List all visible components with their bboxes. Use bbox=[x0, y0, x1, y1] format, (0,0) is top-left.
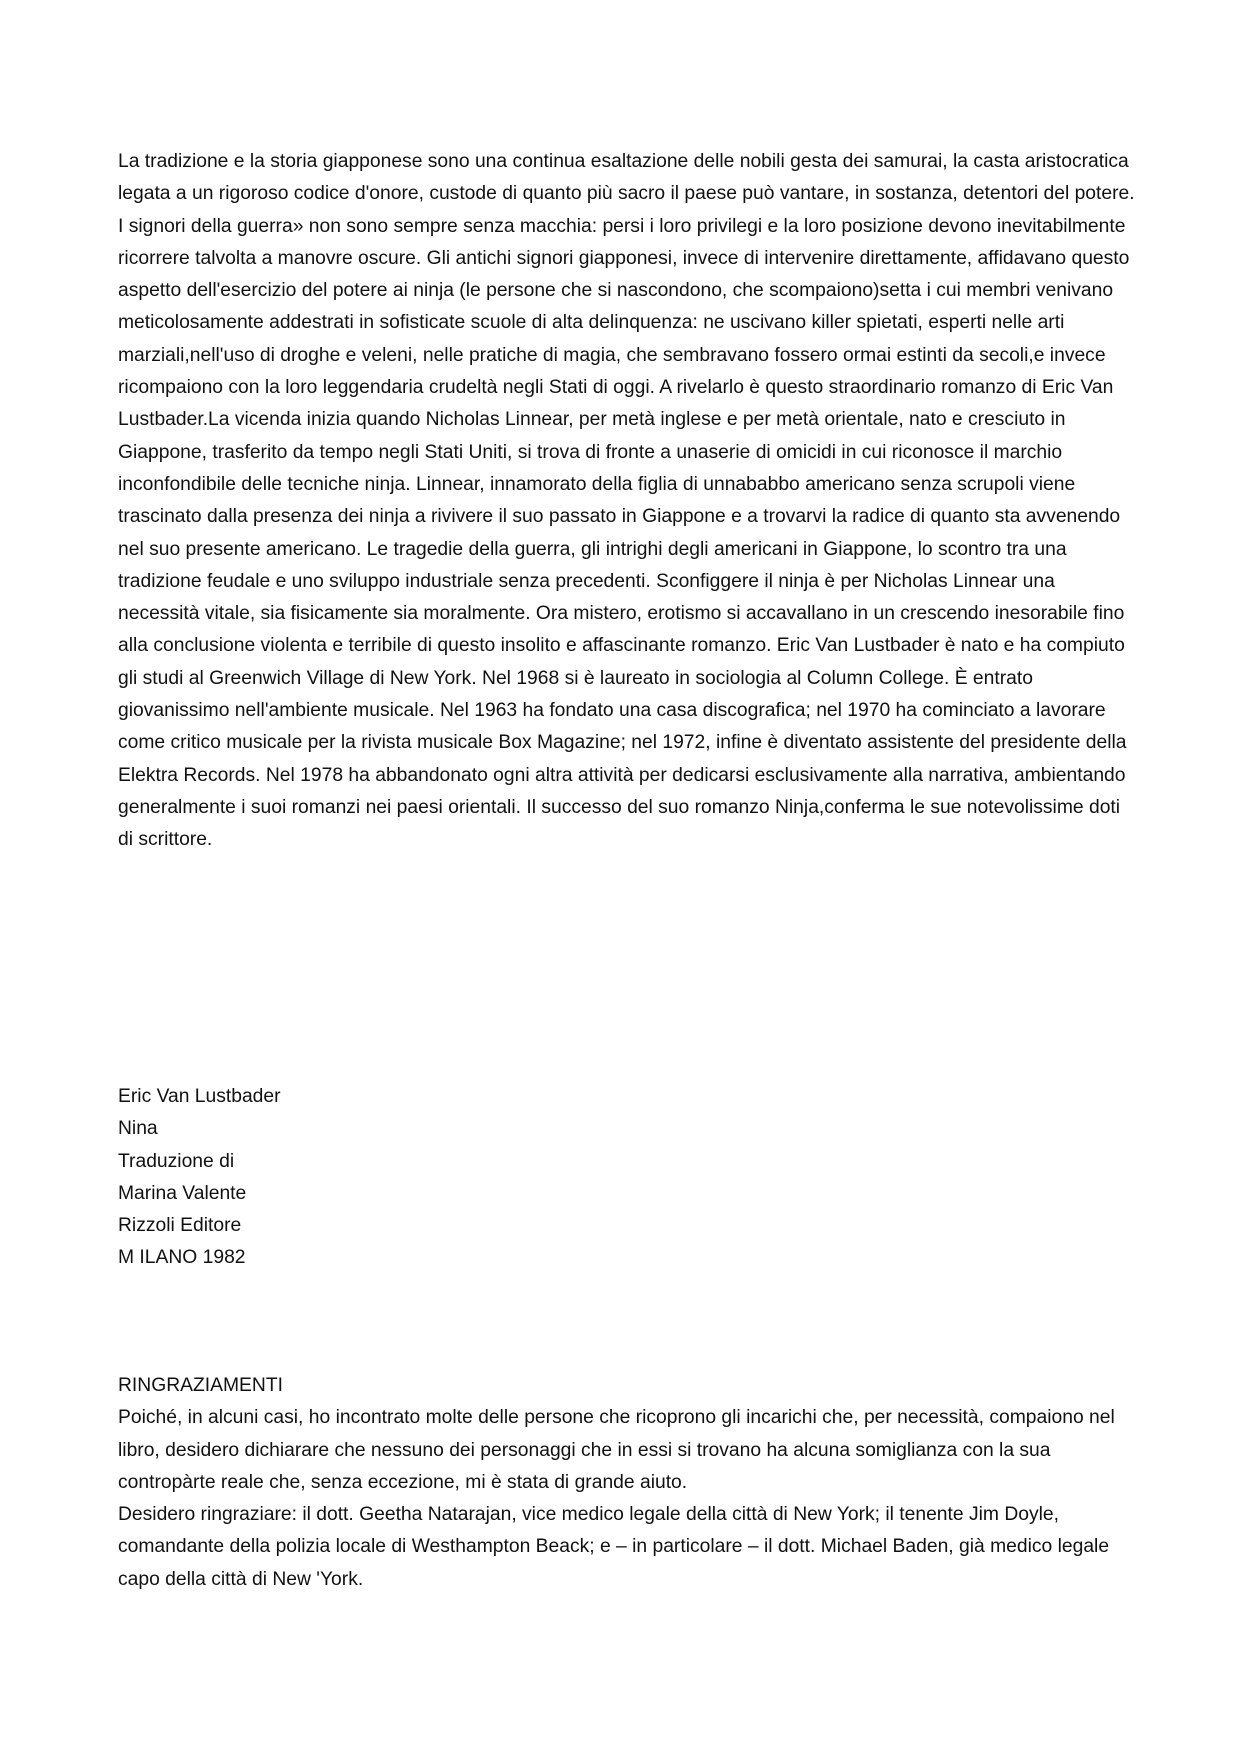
publication-place-year: M ILANO 1982 bbox=[118, 1247, 246, 1269]
book-credits bbox=[118, 1081, 281, 1275]
document-page bbox=[118, 146, 1138, 1590]
book-blurb-paragraph: La tradizione e la storia giapponese sono una continua esaltazione delle nobili gesta dei samurai, la casta aristocratica legata a un rigoroso codice d'onore, custode di quanto più sacro il paese può vantare, in sostanza, detentori del potere. I signori della guerra» non sono sempre senza macchia: persi i loro privilegi e la loro posizione devono inevitabilmente ricorrere talvolta a manovre oscure. Gli antichi signori giapponesi, invece di intervenire direttamente, affidavano questo aspetto dell'esercizio del potere ai ninja (le persone che si nascondono, che scompaiono)setta i cui membri venivano meticolosamente addestrati in sofisticate scuole di alta delinquenza: ne uscivano killer spietati, esperti nelle arti marziali,nell'uso di droghe e veleni, nelle pratiche di magia, che sembravano fossero ormai estinti da secoli,e invece ricompaiono con la loro leggendaria crudeltà negli Stati di oggi. A rivelarlo è questo straordinario romanzo di Eric Van Lustbader.La vicenda inizia quando Nicholas Linnear, per metà inglese e per metà orientale, nato e cresciuto in Giappone, trasferito da tempo negli Stati Uniti, si trova di fronte a unaserie di omicidi in cui riconosce il marchio inconfondibile delle tecniche ninja. Linnear, innamorato della figlia di unnababbo americano senza scrupoli viene trascinato dalla presenza dei ninja a rivivere il suo passato in Giappone e a trovarvi la radice di quanto sta avvenendo nel suo presente americano. Le tragedie della guerra, gli intrighi degli americani in Giappone, lo scontro tra una tradizione feudale e uno sviluppo industriale senza precedenti. Sconfiggere il ninja è per Nicholas Linnear una necessità vitale, sia fisicamente sia moralmente. Ora mistero, erotismo si accavallano in un crescendo inesorabile fino alla conclusione violenta e terribile di questo insolito e affascinante romanzo. Eric Van Lustbader è nato e ha compiuto gli studi al Greenwich Village di New York. Nel 1968 si è laureato in sociologia al Column College. È entrato giovanissimo nell'ambiente musicale. Nel 1963 ha fondato una casa discografica; nel 1970 ha cominciato a lavorare come critico musicale per la rivista musicale Box Magazine; nel 1972, infine è diventato assistente del presidente della Elektra Records. Nel 1978 ha abbandonato ogni altra attività per dedicarsi esclusivamente alla narrativa, ambientando generalmente i suoi romanzi nei paesi orientali. Il successo del suo romanzo Ninja,conferma le sue notevolissime doti di scrittore. bbox=[118, 151, 1135, 851]
author-name: Eric Van Lustbader bbox=[118, 1086, 281, 1107]
book-title: Nina bbox=[118, 1118, 158, 1140]
translation-label: Traduzione di bbox=[118, 1150, 235, 1172]
acknowledgements-paragraph-1: Poiché, in alcuni casi, ho incontrato molte delle persone che ricoprono gli incarichi che, per necessità, compaiono nel libro, desidero dichiarare che nessuno dei personaggi che in essi si trovano ha alcuna somiglianza con la sua contropàrte reale che, senza eccezione, mi è stata di grande aiuto. bbox=[118, 1407, 1115, 1493]
translator-name: Marina Valente bbox=[118, 1182, 247, 1204]
acknowledgements-paragraph-2: Desidero ringraziare: il dott. Geetha Natarajan, vice medico legale della città di New York; il tenente Jim Doyle, comandante della polizia locale di Westhampton Beack; e – in particolare – il dott. Michael Baden, già medico legale capo della città di New 'York. bbox=[118, 1504, 1110, 1590]
acknowledgements-heading: RINGRAZIAMENTI bbox=[118, 1375, 283, 1396]
acknowledgements-section bbox=[118, 1370, 1138, 1596]
publisher-name: Rizzoli Editore bbox=[118, 1215, 242, 1237]
